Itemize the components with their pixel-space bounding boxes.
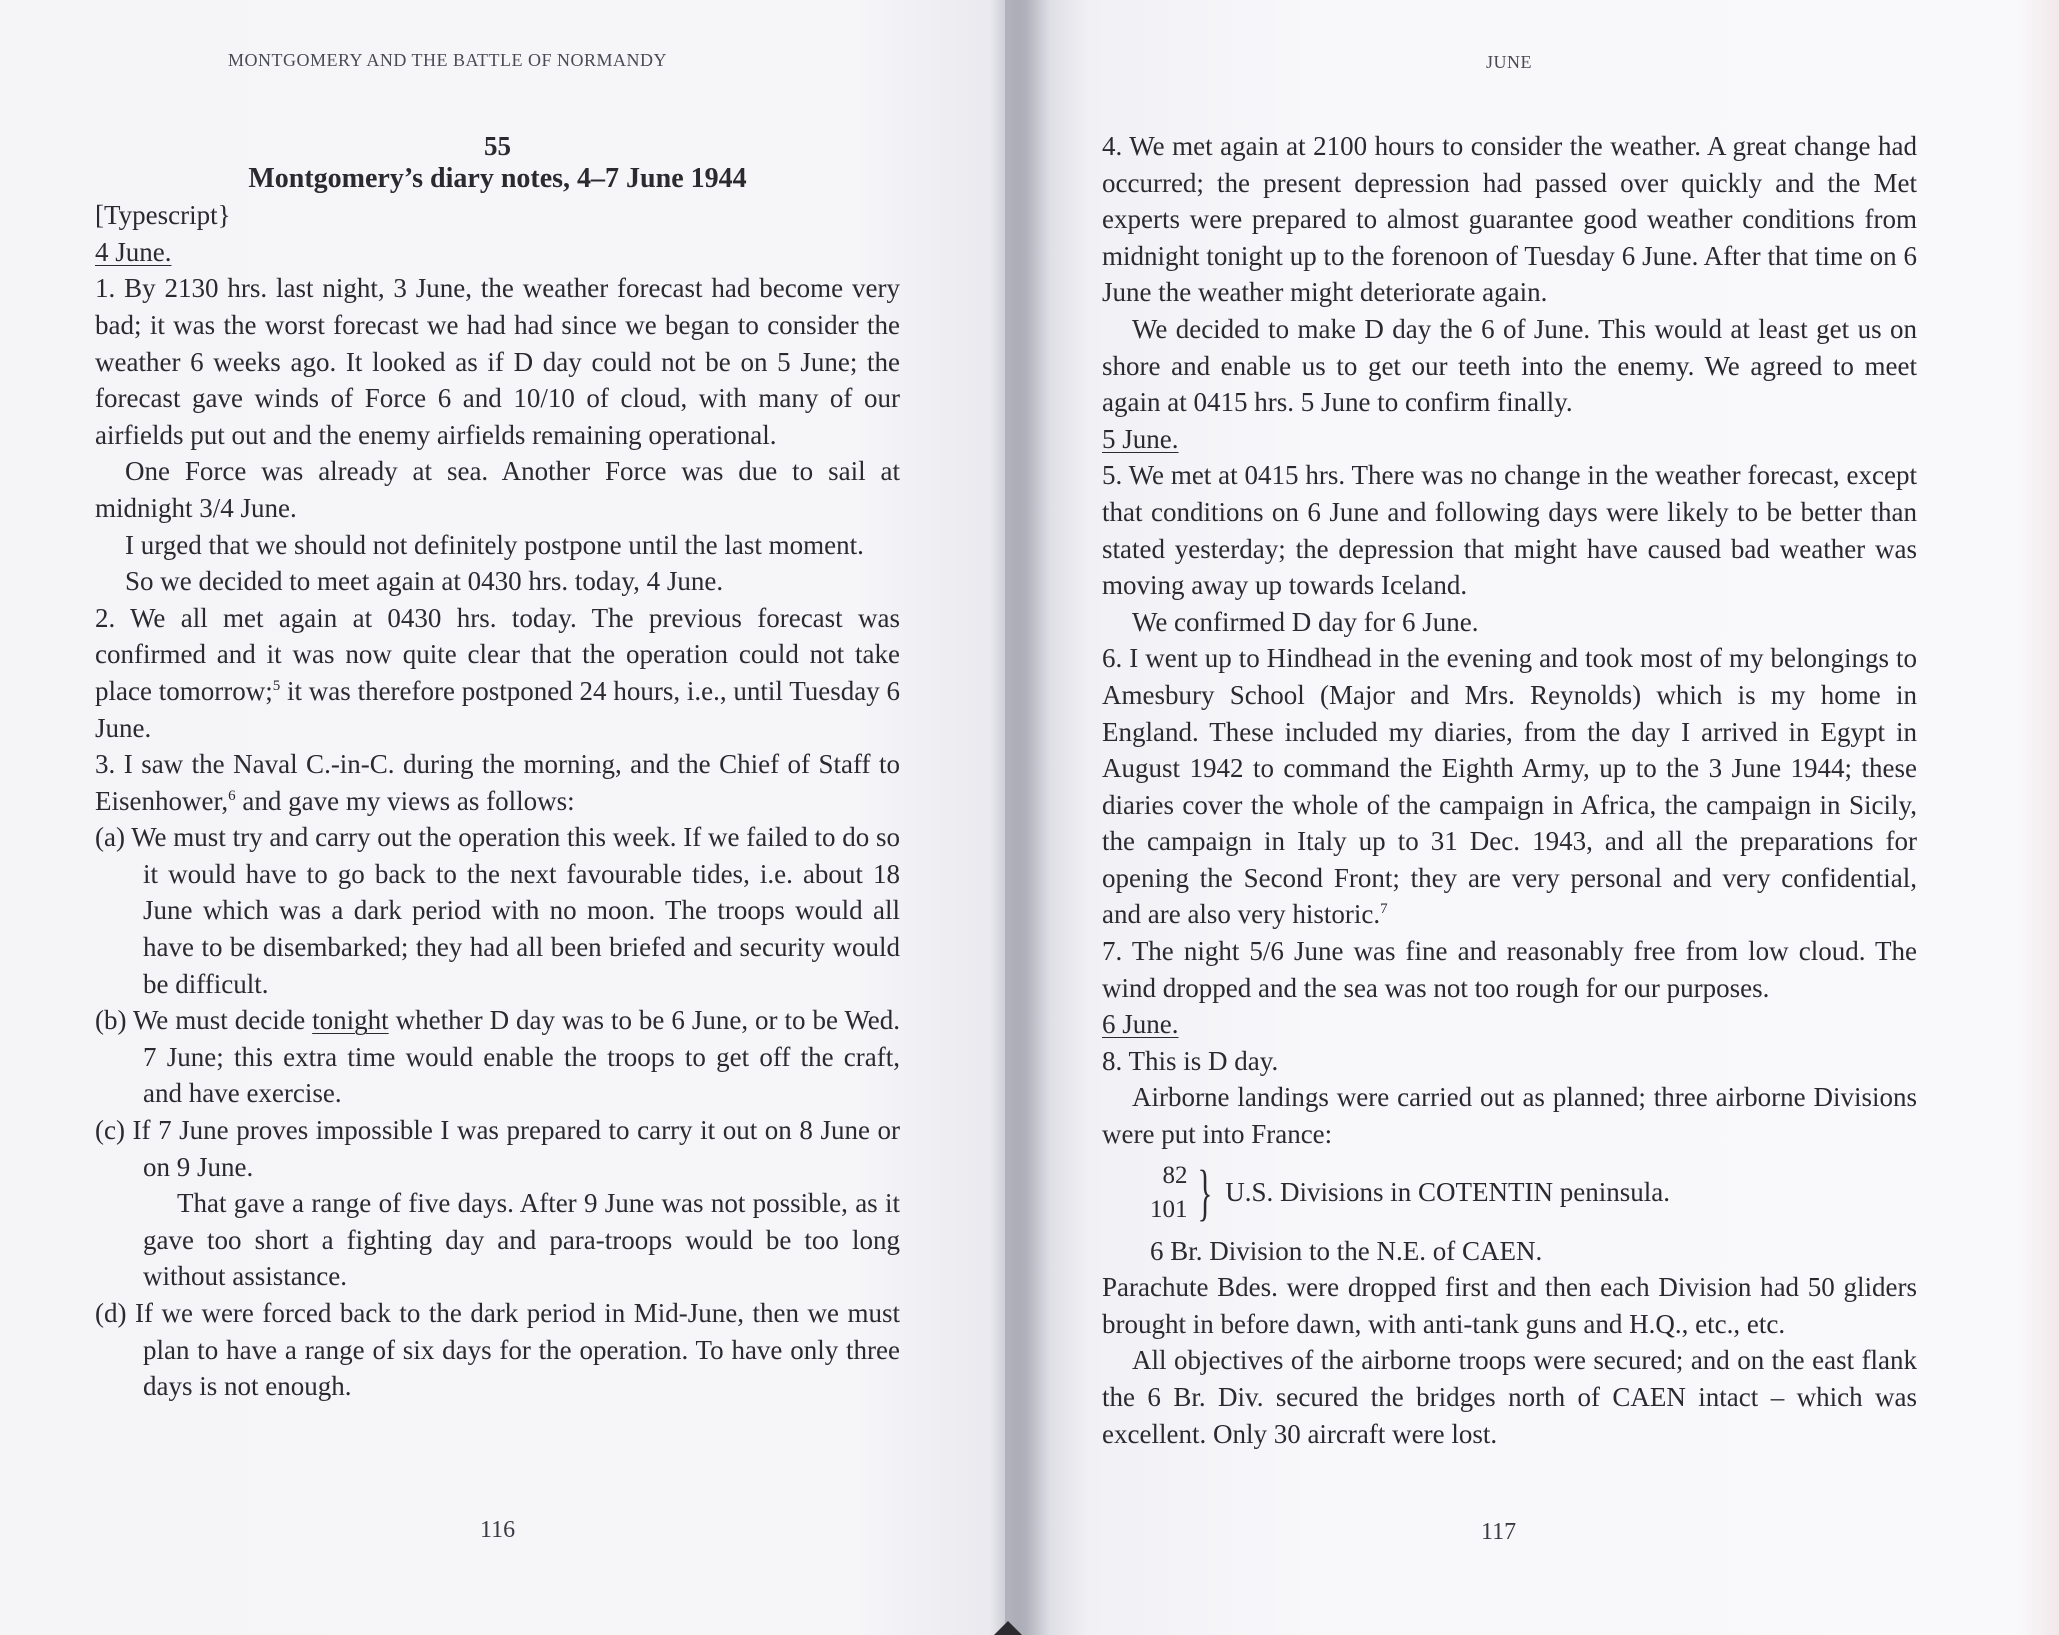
- division-82: 82: [1162, 1161, 1188, 1189]
- list-item-b: [95, 1002, 900, 1112]
- paragraph-6: [95, 746, 900, 819]
- paragraph-3: I urged that we should not definitely postpone until the last moment.: [125, 529, 864, 560]
- list-item-a: (a) We must try and carry out the operation this week. If we failed to do so it would have to go back to the next favourable tides, i.e. about 18 June which was a dark period with no moon. The troops would all have to be disembarked; they had all been briefed and security would be difficult.: [95, 822, 900, 999]
- right-page: [1005, 0, 2059, 1635]
- paragraph-7: 7. The night 5/6 June was fine and reasonably free from low cloud. The wind dropped and the sea was not too rough for our purposes.: [1102, 936, 1917, 1003]
- paragraph-airborne: Airborne landings were carried out as planned; three airborne Divisions were put into France:: [1102, 1082, 1917, 1150]
- underlined-tonight: tonight: [312, 1005, 389, 1036]
- paragraph-4: So we decided to meet again at 0430 hrs. today, 4 June.: [125, 566, 724, 597]
- paragraph-6-text: 3. I saw the Naval C.-in-C. during the morning, and the Chief of Staff to Eisenhower,: [95, 749, 900, 816]
- paragraph-6-text-cont: and gave my views as follows:: [235, 785, 575, 816]
- list-item-b-text-cont: whether D day was to be 6 June, or to be Wed. 7 June; this extra time would enable the troops to get off the craft, and have exercise.: [143, 1005, 901, 1109]
- left-page: [0, 0, 1005, 1635]
- paragraph-confirmed: We confirmed D day for 6 June.: [1132, 606, 1479, 637]
- paragraph-2: One Force was already at sea. Another Force was due to sail at midnight 3/4 June.: [95, 456, 900, 523]
- spine-corner: [994, 1621, 1022, 1635]
- right-text-block: [1102, 128, 1917, 1452]
- source-note: [Typescript}: [95, 200, 231, 231]
- date-heading-6-june: 6 June.: [1102, 1009, 1179, 1040]
- book-gutter-shadow: [990, 0, 1050, 1635]
- list-item-b-text: (b) We must decide: [95, 1005, 313, 1036]
- left-text-block: [95, 128, 900, 1405]
- date-heading-4-june: 4 June.: [95, 236, 172, 267]
- document-title: Montgomery’s diary notes, 4–7 June 1944: [248, 162, 747, 194]
- paragraph-4: 4. We met again at 2100 hours to consider the weather. A great change had occurred; the present depression had passed over quickly and the Met experts were prepared to almost guarantee good weather conditions from midnight tonight up to the forenoon of Tuesday 6 June. After that time on 6 June the weather might deteriorate again.: [1102, 131, 1917, 308]
- paragraph-5: 5. We met at 0415 hrs. There was no change in the weather forecast, except that conditions on 6 June and following days were likely to be better than stated yesterday; the depression that might have caused bad weather was moving away up towards Iceland.: [1102, 460, 1917, 601]
- paragraph-5: [95, 600, 900, 746]
- paragraph-1: 1. By 2130 hrs. last night, 3 June, the weather forecast had become very bad; it was the worst forecast we had had since we began to consider the weather 6 weeks ago. It looked as if D day could not be on 5 June; the forecast gave winds of Force 6 and 10/10 of cloud, with many of our airfields put out and the enemy airfields remaining operational.: [95, 273, 900, 450]
- paragraph-5-text-cont: it was therefore postponed 24 hours, i.e., until Tuesday 6 June.: [95, 675, 900, 743]
- paragraph-parachute: Parachute Bdes. were dropped first and then each Division had 50 gliders brought in before dawn, with anti-tank guns and H.Q., etc., etc.: [1102, 1272, 1917, 1339]
- paragraph-5-text: 2. We all met again at 0430 hrs. today. The previous forecast was confirmed and it was now quite clear that the operation could not take place tomorrow;: [95, 602, 900, 706]
- curly-brace: }: [1196, 1158, 1212, 1227]
- list-item-c-continuation: That gave a range of five days. After 9 June was not possible, as it gave too short a fighting day and para-troops would be too long without assistance.: [143, 1188, 900, 1292]
- footnote-ref-5: 5: [272, 677, 281, 694]
- running-head-right: JUNE: [1486, 52, 1532, 72]
- page-number-left: 116: [480, 1517, 516, 1543]
- us-divisions-text: U.S. Divisions in COTENTIN peninsula.: [1225, 1177, 1671, 1208]
- us-divisions-brace-group: [1102, 1153, 1917, 1233]
- division-numbers: [1150, 1159, 1188, 1227]
- page-number-right: 117: [1481, 1519, 1517, 1545]
- document-number: 55: [484, 131, 511, 161]
- paragraph-8: 8. This is D day.: [1102, 1045, 1279, 1076]
- paragraph-6: [1102, 640, 1917, 933]
- paragraph-6-text: 6. I went up to Hindhead in the evening and took most of my belongings to Amesbury School (Major and Mrs. Reynolds) which is my home in England. These included my diaries, from the day I arrived in Egypt in August 1942 to command the Eighth Army, up to the 3 June 1944; these diaries cover the whole of the campaign in Africa, the campaign in Sicily, the campaign in Italy up to 31 Dec. 1943, and all the preparations for opening the Second Front; they are very personal and very confidential, and are also very historic.: [1102, 643, 1917, 930]
- division-101: 101: [1150, 1195, 1188, 1223]
- footnote-ref-6: 6: [228, 787, 236, 804]
- running-head-left: MONTGOMERY AND THE BATTLE OF NORMANDY: [228, 50, 668, 70]
- date-heading-5-june: 5 June.: [1102, 423, 1179, 454]
- paragraph-decision: We decided to make D day the 6 of June. This would at least get us on shore and enable us to get our teeth into the enemy. We agreed to meet again at 0415 hrs. 5 June to confirm finally.: [1102, 313, 1917, 418]
- paragraph-objectives: All objectives of the airborne troops were secured; and on the east flank the 6 Br. Div. secured the bridges north of CAEN intact – which was excellent. Only 30 aircraft were lost.: [1102, 1345, 1917, 1449]
- british-division-line: 6 Br. Division to the N.E. of CAEN.: [1150, 1235, 1543, 1266]
- list-item-c: (c) If 7 June proves impossible I was prepared to carry it out on 8 June or on 9 June.: [95, 1115, 900, 1182]
- footnote-ref-7: 7: [1380, 901, 1388, 918]
- list-item-d: (d) If we were forced back to the dark period in Mid-June, then we must plan to have a range of six days for the operation. To have only three days is not enough.: [95, 1298, 900, 1402]
